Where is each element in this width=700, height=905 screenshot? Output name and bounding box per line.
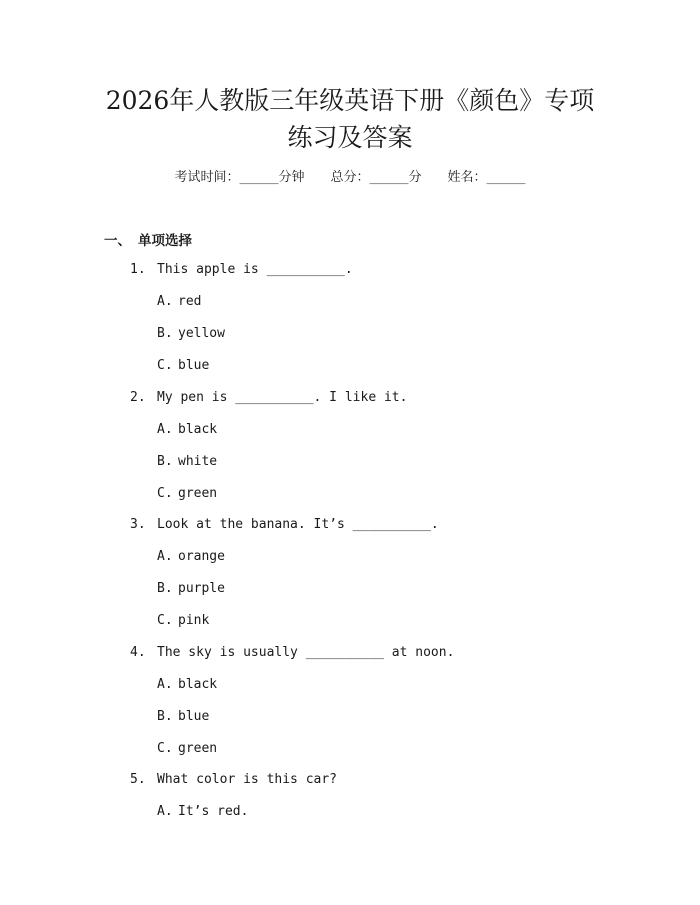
option-text: green xyxy=(178,486,218,501)
question-item xyxy=(130,644,454,662)
question-text: This apple is __________. xyxy=(157,262,353,277)
question-number: 4. xyxy=(130,645,146,660)
question-text: The sky is usually __________ at noon. xyxy=(157,645,455,660)
total-score-field: 总分：______分 xyxy=(330,170,422,185)
answer-option xyxy=(157,421,217,439)
answer-option xyxy=(157,580,225,598)
answer-option xyxy=(157,453,217,471)
question-item xyxy=(130,771,337,789)
option-letter: A. xyxy=(157,294,173,309)
option-text: yellow xyxy=(178,326,225,341)
question-number: 2. xyxy=(130,390,146,405)
option-letter: B. xyxy=(157,326,173,341)
question-item xyxy=(130,389,407,407)
question-item xyxy=(130,516,439,534)
answer-option xyxy=(157,485,217,503)
answer-option xyxy=(157,548,225,566)
option-letter: A. xyxy=(157,422,173,437)
answer-option xyxy=(157,293,201,311)
section-title: 单项选择 xyxy=(138,233,192,249)
option-letter: A. xyxy=(157,549,173,564)
option-text: blue xyxy=(178,709,210,724)
option-letter: B. xyxy=(157,581,173,596)
title-line-1: 2026年人教版三年级英语下册《颜色》专项 xyxy=(105,86,595,115)
option-letter: A. xyxy=(157,677,173,692)
option-text: red xyxy=(178,294,202,309)
title-line-2: 练习及答案 xyxy=(287,123,413,152)
option-letter: A. xyxy=(157,804,173,819)
option-text: green xyxy=(178,741,218,756)
document-title xyxy=(60,82,640,156)
question-number: 5. xyxy=(130,772,146,787)
option-text: orange xyxy=(178,549,225,564)
answer-option xyxy=(157,357,209,375)
answer-option xyxy=(157,708,209,726)
option-text: purple xyxy=(178,581,225,596)
option-text: black xyxy=(178,422,218,437)
option-text: It’s red. xyxy=(178,804,249,819)
question-text: My pen is __________. I like it. xyxy=(157,390,408,405)
answer-option xyxy=(157,676,217,694)
question-text: What color is this car? xyxy=(157,772,338,787)
question-text: Look at the banana. It’s __________. xyxy=(157,517,439,532)
exam-time-field: 考试时间：______分钟 xyxy=(174,170,305,185)
option-letter: B. xyxy=(157,709,173,724)
question-number: 3. xyxy=(130,517,146,532)
question-item xyxy=(130,261,353,279)
answer-option xyxy=(157,740,217,758)
option-letter: C. xyxy=(157,486,173,501)
option-letter: B. xyxy=(157,454,173,469)
option-letter: C. xyxy=(157,358,173,373)
student-name-field: 姓名：______ xyxy=(447,170,526,185)
option-letter: C. xyxy=(157,613,173,628)
option-letter: C. xyxy=(157,741,173,756)
answer-option xyxy=(157,803,248,821)
answer-option xyxy=(157,612,209,630)
option-text: pink xyxy=(178,613,210,628)
exam-meta-line xyxy=(0,168,700,188)
section-heading xyxy=(104,229,192,249)
section-number: 一、 xyxy=(104,233,131,249)
question-number: 1. xyxy=(130,262,146,277)
option-text: white xyxy=(178,454,218,469)
option-text: blue xyxy=(178,358,210,373)
option-text: black xyxy=(178,677,218,692)
answer-option xyxy=(157,325,225,343)
